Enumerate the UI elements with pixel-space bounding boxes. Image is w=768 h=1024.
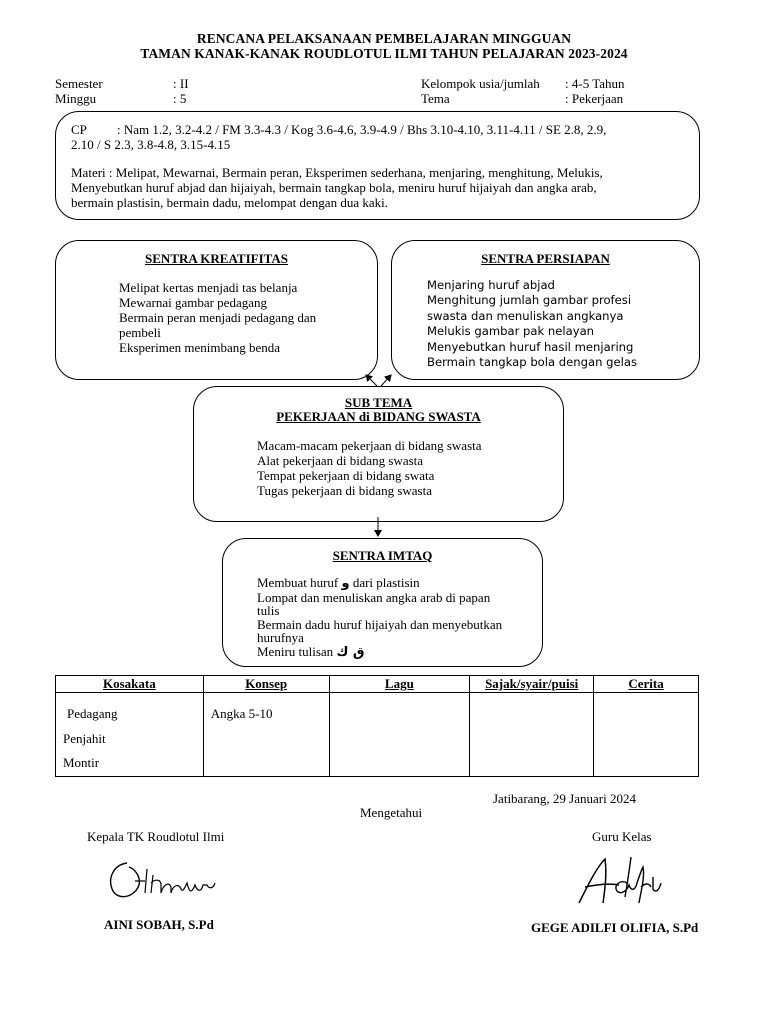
sentra-kreatifitas-title: SENTRA KREATIFITAS [145,251,288,266]
minggu-label: Minggu [55,91,97,106]
list-item: Penjahit [63,730,106,746]
list-item: Melukis gambar pak nelayan [427,324,595,339]
sentra-persiapan-title: SENTRA PERSIAPAN [481,251,610,266]
document-title: RENCANA PELAKSANAAN PEMBELAJARAN MINGGUAN [196,31,572,46]
list-item: Alat pekerjaan di bidang swasta [257,453,424,468]
list-item: swasta dan menuliskan angkanya [427,308,624,323]
kepala-name: AINI SOBAH, S.Pd [104,917,214,932]
table-header-row [56,676,699,693]
minggu-value: : 5 [173,91,187,106]
lagu-cell [329,693,470,777]
cerita-cell [594,693,699,777]
header-cerita: Cerita [594,676,699,693]
sentra-persiapan-box [391,240,700,380]
kepala-label: Kepala TK Roudlotul Ilmi [87,829,225,844]
cp-materi-box [55,111,700,220]
sentra-kreatifitas-box [55,240,378,380]
list-item: tulis [257,603,280,619]
mengetahui-label: Mengetahui [360,805,423,820]
arabic-letter: و [341,576,350,591]
semester-label: Semester [55,76,103,91]
sentra-imtaq-list [257,576,502,660]
list-item: Menyebutkan huruf hasil menjaring [427,339,634,354]
arrow-to-persiapan [381,375,391,386]
sub-tema-title: SUB TEMA [344,395,413,410]
header-lagu: Lagu [329,676,470,693]
list-item: Meniru tulisan ق ك [257,643,365,660]
kosakata-cell [56,693,204,777]
cp-label: CP [71,122,87,137]
list-item: Bermain tangkap bola dengan gelas [427,355,637,370]
list-item: Pedagang [67,706,118,721]
header-kosakata: Kosakata [56,676,204,693]
list-item: pembeli [119,325,161,340]
list-item: Bermain peran menjadi pedagang dan [119,310,317,325]
arrow-to-kreatifitas [366,375,377,386]
list-item: Tugas pekerjaan di bidang swasta [257,483,432,498]
list-item: hurufnya [257,630,304,646]
list-item: Mewarnai gambar pedagang [119,295,267,310]
semester-value: : II [173,76,189,91]
list-item: Tempat pekerjaan di bidang swata [257,468,435,483]
sub-tema-box [193,386,564,522]
place-date: Jatibarang, 29 Januari 2024 [493,791,636,806]
list-item: Menjaring huruf abjad [427,278,555,292]
list-item: Menghitung jumlah gambar profesi [427,293,632,308]
arabic-letters: ق ك [336,644,365,660]
list-item: Melipat kertas menjadi tas belanja [119,280,298,295]
sentra-imtaq-title: SENTRA IMTAQ [332,548,433,563]
materi-line3: bermain plastisin, bermain dadu, melompat dengan dua kaki. [71,195,388,210]
vocab-table [55,675,699,777]
list-item: Bermain dadu huruf hijaiyah dan menyebutkan [257,616,503,632]
header-konsep: Konsep [203,676,329,693]
sentra-persiapan-list [427,278,637,370]
materi-line2: Menyebutkan huruf abjad dan hijaiyah, bermain tangkap bola, meniru huruf hijaiyah dan angka arab, [71,180,597,195]
document-subtitle: TAMAN KANAK-KANAK ROUDLOTUL ILMI TAHUN PELAJARAN 2023-2024 [140,46,628,61]
guru-label: Guru Kelas [592,829,652,844]
konsep-cell [203,693,329,777]
kepala-signature [105,855,225,905]
guru-signature [575,853,675,913]
header-sajak: Sajak/syair/puisi [470,676,594,693]
list-item: Macam-macam pekerjaan di bidang swasta [257,438,482,453]
list-item: Angka 5-10 [210,706,273,721]
guru-name: GEGE ADILFI OLIFIA, S.Pd [531,920,699,935]
kelompok-value: : 4-5 Tahun [565,76,625,91]
sentra-imtaq-box [222,538,543,667]
list-item: Eksperimen menimbang benda [119,340,281,355]
list-item: Membuat huruf و dari plastisin [257,575,420,591]
kelompok-label: Kelompok usia/jumlah [421,76,540,91]
list-item: Lompat dan menuliskan angka arab di papan [257,589,491,605]
sentra-kreatifitas-list [119,280,316,355]
tema-value: : Pekerjaan [565,91,624,106]
sub-tema-subtitle: PEKERJAAN di BIDANG SWASTA [276,409,481,424]
cp-text-line1: : Nam 1.2, 3.2-4.2 / FM 3.3-4.3 / Kog 3.6-4.6, 3.9-4.9 / Bhs 3.10-4.10, 3.11-4.11 / SE 2.8, 2.9, [117,122,607,137]
tema-label: Tema [421,91,450,106]
cp-text-line2: 2.10 / S 2.3, 3.8-4.8, 3.15-4.15 [71,137,231,152]
materi-line1: Materi : Melipat, Mewarnai, Bermain peran, Eksperimen sederhana, menjaring, menghitung, Melukis, [71,165,603,180]
table-row [56,693,699,777]
sajak-cell [470,693,594,777]
list-item: Montir [63,755,100,770]
sub-tema-list [257,438,482,498]
